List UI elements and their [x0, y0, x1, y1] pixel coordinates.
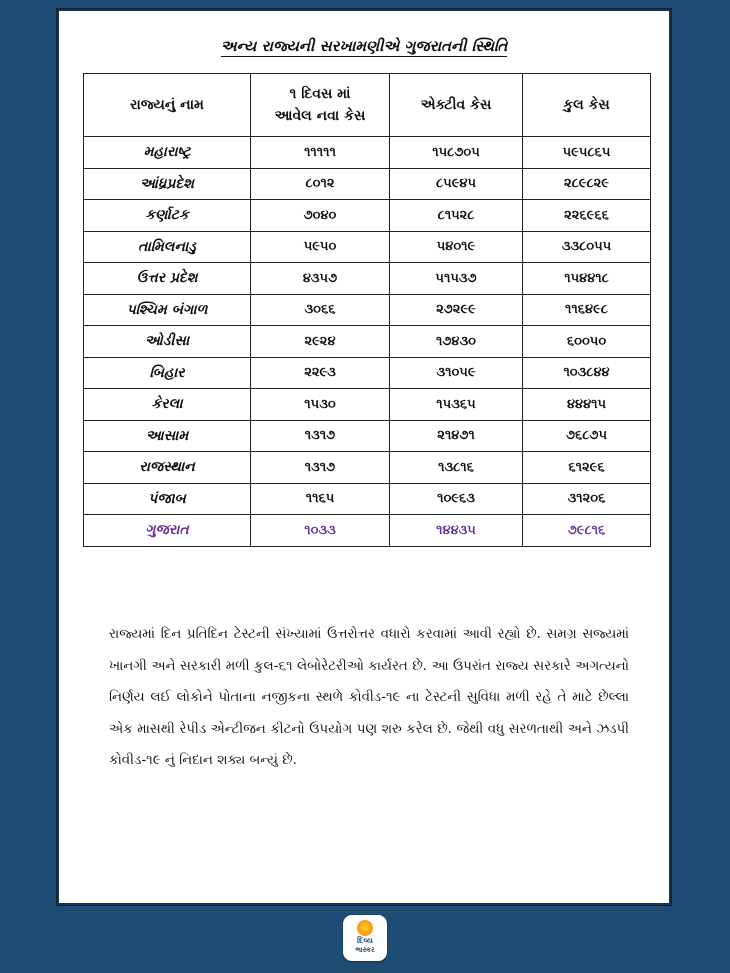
total-cases: ૩૩૮૦૫૫: [523, 231, 651, 263]
total-cases: ૭૬૮૭૫: [523, 420, 651, 452]
new-cases: ૪૩૫૭: [251, 263, 390, 295]
header-state: રાજ્યનું નામ: [84, 74, 251, 137]
table-row: [84, 200, 651, 232]
table-row: [84, 357, 651, 389]
header-active-cases: એક્ટીવ કેસ: [390, 74, 523, 137]
new-cases: ૧૦૩૩: [251, 515, 390, 547]
total-cases: ૧૧૬૪૯૮: [523, 294, 651, 326]
state-name: ગુજરાત: [84, 515, 251, 547]
new-cases: ૮૦૧૨: [251, 168, 390, 200]
total-cases: ૫૯૫૮૬૫: [523, 137, 651, 169]
table-row: [84, 452, 651, 484]
new-cases: ૧૩૧૭: [251, 420, 390, 452]
table-row: [84, 326, 651, 358]
header-total-cases: કુલ કેસ: [523, 74, 651, 137]
covid-state-table: [83, 73, 651, 547]
page-title: અન્ય રાજ્યની સરખામણીએ ગુજરાતની સ્થિતિ: [220, 37, 508, 55]
logo-text-line1: દિવ્ય: [357, 936, 373, 945]
table-row: [84, 420, 651, 452]
state-name: પશ્ચિમ બંગાળ: [84, 294, 251, 326]
new-cases: ૧૧૬૫: [251, 483, 390, 515]
total-cases: ૨૮૯૮૨૯: [523, 168, 651, 200]
table-row: [84, 137, 651, 169]
table-row: [84, 389, 651, 421]
table-row: [84, 294, 651, 326]
table-row: [84, 231, 651, 263]
active-cases: ૮૫૯૪૫: [390, 168, 523, 200]
new-cases: ૧૧૧૧૧: [251, 137, 390, 169]
total-cases: ૩૧૨૦૬: [523, 483, 651, 515]
state-name: રાજસ્થાન: [84, 452, 251, 484]
total-cases: ૧૫૪૪૧૮: [523, 263, 651, 295]
active-cases: ૧૭૪૩૦: [390, 326, 523, 358]
active-cases: ૨૭૨૯૯: [390, 294, 523, 326]
total-cases: ૨૨૬૯૬૬: [523, 200, 651, 232]
state-name: કર્ણાટક: [84, 200, 251, 232]
state-name: કેરલા: [84, 389, 251, 421]
description-paragraph: રાજ્યમાં દિન પ્રતિદિન ટેસ્ટની સંખ્યામાં ઉત્તરોત્તર વધારો કરવામાં આવી રહ્યો છે. સમગ્ર સજ્યમાં ખાનગી અને સરકારી મળી કુલ-૬૧ લેબોરેટરીઓ કાર્યરત છે. આ ઉપરાંત રાજ્ય સરકારે અગત્યનો નિર્ણય લઈ લોકોને પોતાના નજીકના સ્થળે કોવીડ-૧૯ ના ટેસ્ટની સુવિધા મળી રહે તે માટે છેલ્લા એક માસથી રેપીડ એન્ટીજન કીટનો ઉપયોગ પણ શરુ કરેલ છે. જેથી વધુ સરળતાથી અને ઝડપી કોવીડ-૧૯ નું નિદાન શક્ય બન્યું છે.: [109, 627, 629, 769]
logo-text-line2: ભાસ્કર: [355, 946, 375, 954]
state-name: પંજાબ: [84, 483, 251, 515]
divya-bhaskar-logo: [343, 915, 387, 961]
new-cases: ૧૩૧૭: [251, 452, 390, 484]
active-cases: ૫૧૫૩૭: [390, 263, 523, 295]
total-cases: ૧૦૩૮૪૪: [523, 357, 651, 389]
new-cases: ૨૯૨૪: [251, 326, 390, 358]
new-cases: ૩૦૬૬: [251, 294, 390, 326]
state-name: ઓડીસા: [84, 326, 251, 358]
state-name: મહારાષ્ટ્ર: [84, 137, 251, 169]
active-cases: ૧૫૩૬૫: [390, 389, 523, 421]
content-card: [57, 9, 671, 905]
active-cases: ૩૧૦૫૯: [390, 357, 523, 389]
active-cases: ૧૪૪૩૫: [390, 515, 523, 547]
state-name: આસામ: [84, 420, 251, 452]
state-name: તામિલનાડુ: [84, 231, 251, 263]
table-row-gujarat: [84, 515, 651, 547]
active-cases: ૧૦૯૬૩: [390, 483, 523, 515]
sun-icon: [357, 920, 373, 936]
active-cases: ૨૧૪૭૧: [390, 420, 523, 452]
total-cases: ૪૪૪૧૫: [523, 389, 651, 421]
header-new-cases-line1: ૧ દિવસ માં: [289, 86, 351, 102]
table-row: [84, 168, 651, 200]
active-cases: ૮૧૫૨૮: [390, 200, 523, 232]
state-name: આંધ્રપ્રદેશ: [84, 168, 251, 200]
new-cases: ૫૯૫૦: [251, 231, 390, 263]
table-header-row: [84, 74, 651, 137]
header-new-cases: [251, 74, 390, 137]
active-cases: ૫૪૦૧૯: [390, 231, 523, 263]
total-cases: ૬૦૦૫૦: [523, 326, 651, 358]
total-cases: ૭૯૮૧૬: [523, 515, 651, 547]
new-cases: ૨૨૯૩: [251, 357, 390, 389]
state-name: ઉત્તર પ્રદેશ: [84, 263, 251, 295]
new-cases: ૧૫૩૦: [251, 389, 390, 421]
total-cases: ૬૧૨૯૬: [523, 452, 651, 484]
new-cases: ૭૦૪૦: [251, 200, 390, 232]
state-name: બિહાર: [84, 357, 251, 389]
header-new-cases-line2: આવેલ નવા કેસ: [274, 108, 366, 124]
active-cases: ૧૩૮૧૬: [390, 452, 523, 484]
active-cases: ૧૫૮૭૦૫: [390, 137, 523, 169]
table-row: [84, 263, 651, 295]
table-row: [84, 483, 651, 515]
